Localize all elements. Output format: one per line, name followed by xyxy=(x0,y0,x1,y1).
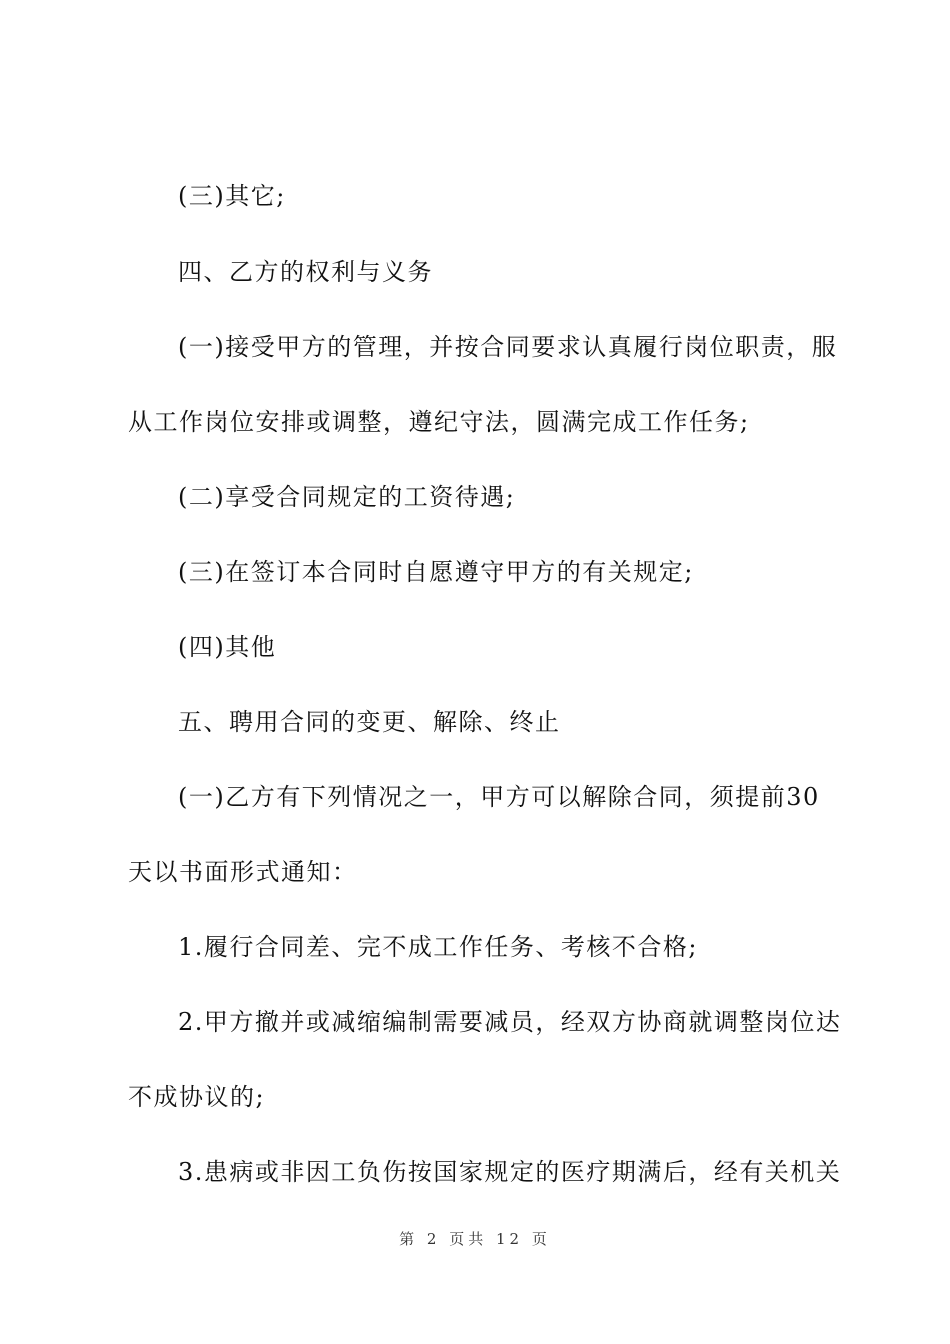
paragraph-line: 3.患病或非因工负伤按国家规定的医疗期满后，经有关机关 xyxy=(178,1158,842,1186)
page-number-footer: 第 2 页共 12 页 xyxy=(399,1230,551,1248)
paragraph-line: 天以书面形式通知： xyxy=(128,858,358,886)
paragraph-line: 2.甲方撤并或减缩编制需要减员，经双方协商就调整岗位达 xyxy=(178,1008,842,1036)
paragraph-line: (四)其他 xyxy=(178,633,277,661)
paragraph-line: 从工作岗位安排或调整，遵纪守法，圆满完成工作任务; xyxy=(128,408,750,436)
section-heading: 四、乙方的权利与义务 xyxy=(178,258,433,286)
paragraph-line: (一)乙方有下列情况之一，甲方可以解除合同，须提前30 xyxy=(178,783,820,811)
paragraph-line: (三)在签订本合同时自愿遵守甲方的有关规定; xyxy=(178,558,694,586)
paragraph-line: (三)其它; xyxy=(178,182,286,210)
paragraph-line: 1.履行合同差、完不成工作任务、考核不合格; xyxy=(178,933,698,961)
paragraph-line: (一)接受甲方的管理，并按合同要求认真履行岗位职责，服 xyxy=(178,333,838,361)
section-heading: 五、聘用合同的变更、解除、终止 xyxy=(178,708,561,736)
paragraph-line: 不成协议的; xyxy=(128,1083,266,1111)
paragraph-line: (二)享受合同规定的工资待遇; xyxy=(178,483,516,511)
